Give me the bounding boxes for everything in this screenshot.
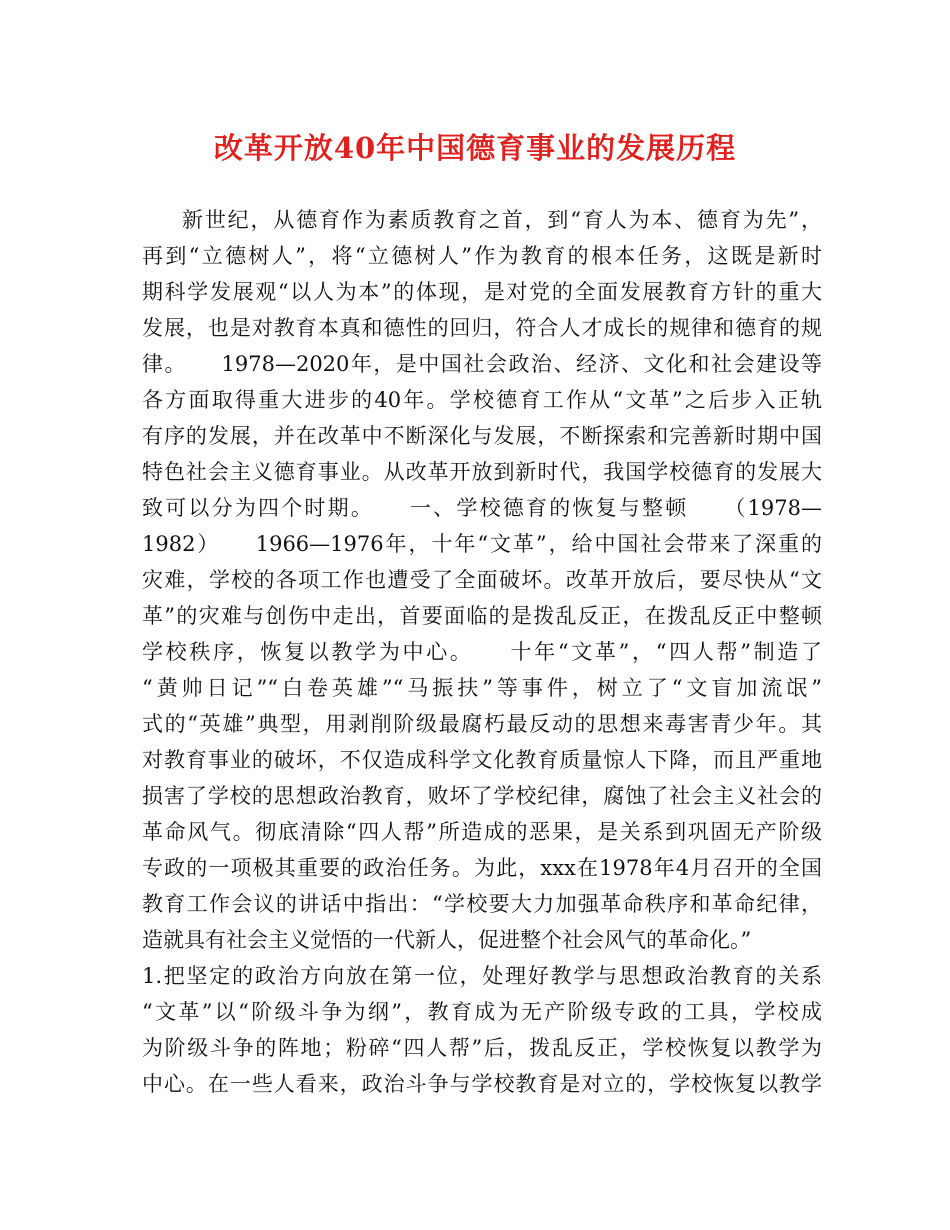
body-line: 再到“立德树人”，将“立德树人”作为教育的根本任务，这既是新时 [142, 244, 822, 268]
document-title: 改革开放40年中国德育事业的发展历程 [213, 131, 737, 165]
body-line: 发展，也是对教育本真和德性的回归，符合人才成长的规律和德育的规 [142, 316, 822, 340]
body-line: 特色社会主义德育事业。从改革开放到新时代，我国学校德育的发展大 [142, 460, 822, 484]
body-line: 律。 1978—2020年，是中国社会政治、经济、文化和社会建设等 [142, 352, 822, 376]
body-line: 灾难，学校的各项工作也遭受了全面破坏。改革开放后，要尽快从“文 [142, 568, 822, 592]
body-line: 各方面取得重大进步的40年。学校德育工作从“文革”之后步入正轨 [142, 388, 822, 412]
body-line: 期科学发展观“以人为本”的体现，是对党的全面发展教育方针的重大 [142, 280, 822, 304]
body-line: 革命风气。彻底清除“四人帮”所造成的恶果，是关系到巩固无产阶级 [142, 820, 822, 844]
body-line: 教育工作会议的讲话中指出：“学校要大力加强革命秩序和革命纪律， [142, 892, 822, 916]
body-line: 损害了学校的思想政治教育，败坏了学校纪律，腐蚀了社会主义社会的 [142, 784, 822, 808]
body-line: 造就具有社会主义觉悟的一代新人，促进整个社会风气的革命化。” [142, 928, 752, 952]
body-line: “文革”以“阶级斗争为纲”，教育成为无产阶级专政的工具，学校成 [142, 1000, 822, 1024]
body-line: 新世纪，从德育作为素质教育之首，到“育人为本、德育为先”， [182, 208, 822, 232]
body-line: 式的“英雄”典型，用剥削阶级最腐朽最反动的思想来毒害青少年。其 [142, 712, 822, 736]
body-line: 对教育事业的破坏，不仅造成科学文化教育质量惊人下降，而且严重地 [142, 748, 822, 772]
body-line: “黄帅日记”“白卷英雄”“马振扶”等事件，树立了“文盲加流氓” [142, 676, 822, 700]
body-line: 为阶级斗争的阵地；粉碎“四人帮”后，拨乱反正，学校恢复以教学为 [142, 1036, 822, 1060]
body-line: 有序的发展，并在改革中不断深化与发展，不断探索和完善新时期中国 [142, 424, 822, 448]
body-line: 1982） 1966—1976年，十年“文革”，给中国社会带来了深重的 [142, 532, 822, 556]
body-line: 致可以分为四个时期。 一、学校德育的恢复与整顿 （1978— [142, 496, 822, 520]
body-line: 革”的灾难与创伤中走出，首要面临的是拨乱反正，在拨乱反正中整顿 [142, 604, 822, 628]
body-line: 1.把坚定的政治方向放在第一位，处理好教学与思想政治教育的关系 [142, 964, 822, 988]
body-line: 学校秩序，恢复以教学为中心。 十年“文革”，“四人帮”制造了 [142, 640, 822, 664]
body-line: 专政的一项极其重要的政治任务。为此，xxx在1978年4月召开的全国 [142, 856, 822, 880]
body-line: 中心。在一些人看来，政治斗争与学校教育是对立的，学校恢复以教学 [142, 1072, 822, 1096]
